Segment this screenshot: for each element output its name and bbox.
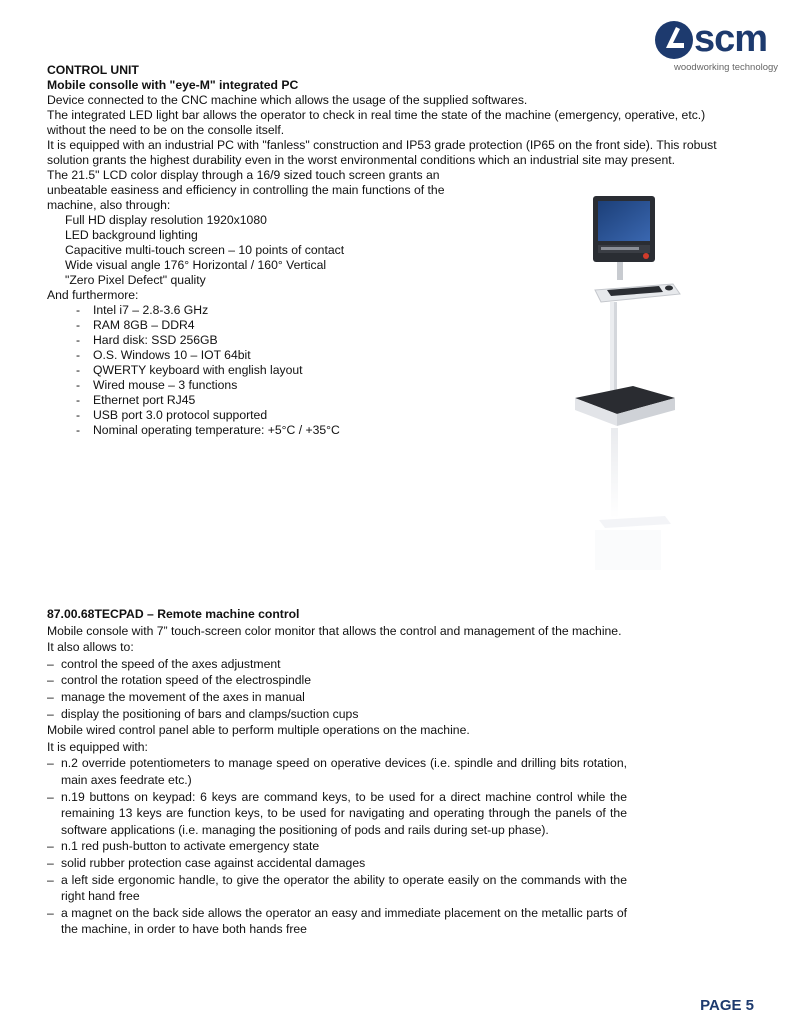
paragraph: Mobile console with 7” touch-screen color monitor that allows the control and management of the machine. [47,623,622,638]
list-item: "Zero Pixel Defect" quality [65,273,206,287]
paragraph: Device connected to the CNC machine which allows the usage of the supplied softwares. [47,93,528,107]
brand-tagline: woodworking technology [674,62,779,73]
furthermore-label: And furthermore: [47,288,139,302]
list-item: – a left side ergonomic handle, to give the operator the ability to operate easily on the commands with the right hand free [47,872,627,905]
list-item: - Intel i7 – 2.8-3.6 GHz [47,303,737,318]
list-item: – n.2 override potentiometers to manage speed on operative devices (i.e. spindle and drilling bits rotation, main axes feedrate etc.) [47,755,627,788]
list-item: - QWERTY keyboard with english layout [47,363,737,378]
list-item: - USB port 3.0 protocol supported [47,408,737,423]
list-item: - Nominal operating temperature: +5°C / +35°C [47,423,737,438]
list-item: – manage the movement of the axes in manual [47,689,627,706]
list-item: Capacitive multi-touch screen – 10 points of contact [65,243,345,257]
allows-label: It also allows to: [47,640,134,655]
tecpad-section [47,606,627,938]
list-item: - RAM 8GB – DDR4 [47,318,737,333]
section-title: 87.00.68TECPAD – Remote machine control [47,607,300,621]
list-item: Wide visual angle 176° Horizontal / 160° Vertical [65,258,327,272]
list-item: Full HD display resolution 1920x1080 [65,213,267,227]
paragraph: The integrated LED light bar allows the operator to check in real time the state of the machine (emergency, operative, etc.) without the need to be on the consolle itself. [47,108,706,137]
list-item: – solid rubber protection case against accidental damages [47,855,627,872]
list-item: – display the positioning of bars and clamps/suction cups [47,706,627,723]
brand-name: scm [694,18,768,60]
section-subtitle: Mobile consolle with "eye-M" integrated PC [47,78,299,92]
console-stand-image [555,190,700,580]
list-item: - O.S. Windows 10 – IOT 64bit [47,348,737,363]
list-item: – n.19 buttons on keypad: 6 keys are command keys, to be used for a direct machine control while the remaining 13 keys are function keys, to be used for navigating and operating through the panels of the software applications (i.e. managing the positioning of pods and rails during set-up phase). [47,789,627,839]
list-item: – a magnet on the back side allows the operator an easy and immediate placement on the metallic parts of the machine, in order to have both hands free [47,905,627,938]
equipped-list [47,755,627,938]
equipped-label: It is equipped with: [47,739,148,754]
list-item: – n.1 red push-button to activate emergency state [47,838,627,855]
paragraph: Mobile wired control panel able to perform multiple operations on the machine. [47,723,470,738]
scm-logo-mark-icon [654,20,694,60]
list-item: - Hard disk: SSD 256GB [47,333,737,348]
section-title: CONTROL UNIT [47,63,139,77]
paragraph: The 21.5" LCD color display through a 16/9 sized touch screen grants an unbeatable easiness and efficiency in controlling the main functions of the machine, also through: [47,168,445,212]
allows-list [47,656,627,722]
list-item: - Wired mouse – 3 functions [47,378,737,393]
list-item: – control the speed of the axes adjustment [47,656,627,673]
paragraph: It is equipped with an industrial PC with "fanless" construction and IP53 grade protection (IP65 on the front side). This robust solution grants the highest durability even in the worst environmental conditions which an industrial site may present. [47,138,717,167]
list-item: – control the rotation speed of the electrospindle [47,672,627,689]
page-number: PAGE 5 [700,997,754,1014]
list-item: - Ethernet port RJ45 [47,393,737,408]
list-item: LED background lighting [65,228,198,242]
